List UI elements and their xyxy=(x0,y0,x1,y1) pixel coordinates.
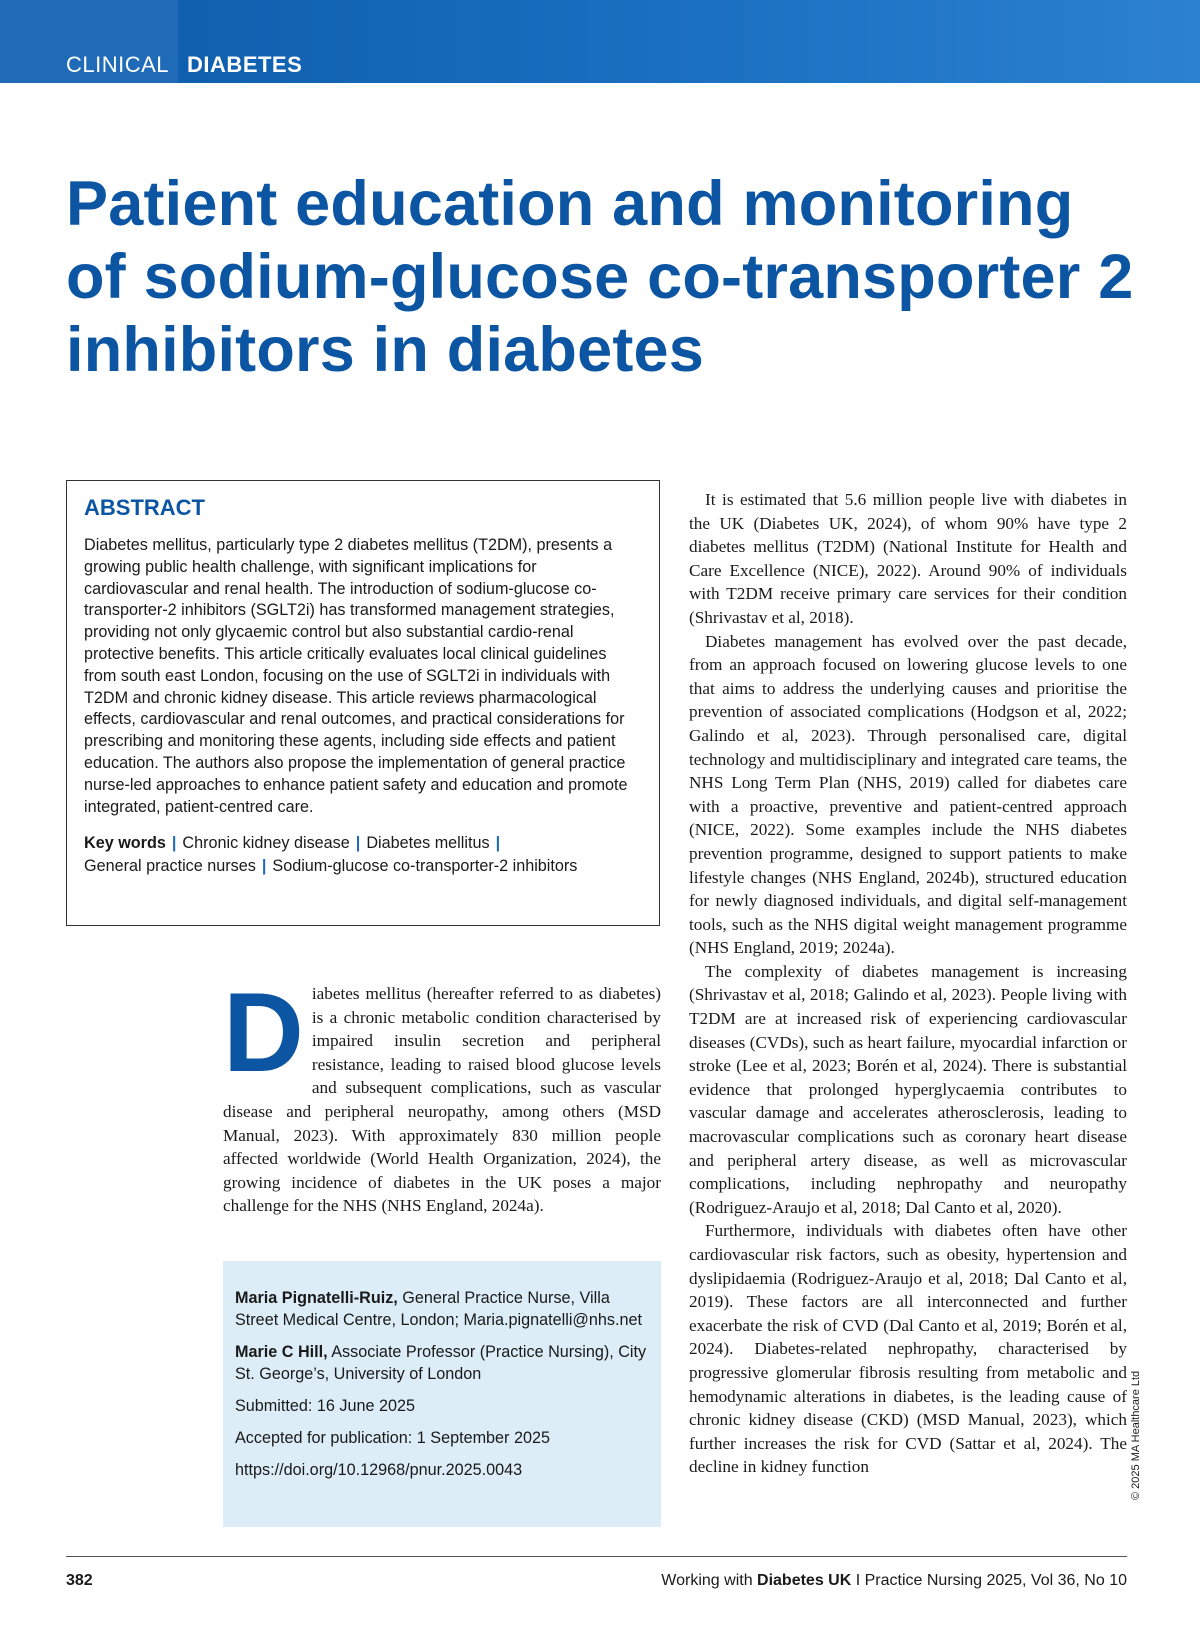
keyword: General practice nurses xyxy=(84,857,256,876)
keywords-label: Key words xyxy=(84,834,166,853)
section-label xyxy=(66,52,302,78)
copyright-notice: © 2025 MA Healthcare Ltd xyxy=(1130,1370,1142,1500)
keyword: Sodium-glucose co-transporter-2 inhibitors xyxy=(272,857,578,876)
author-2 xyxy=(235,1341,649,1385)
author-1-detail: General Practice Nurse, Villa Street Medical Centre, London; Maria.pignatelli@nhs.net xyxy=(235,1289,642,1329)
intro-paragraph xyxy=(223,970,661,1218)
section-name: CLINICAL xyxy=(66,52,170,77)
abstract-heading: ABSTRACT xyxy=(84,495,205,520)
abstract-box xyxy=(66,480,660,926)
body-column xyxy=(689,488,1127,1479)
body-paragraph-4: Furthermore, individuals with diabetes often have other cardiovascular risk factors, such as obesity, hypertension and dyslipidaemia (Rodriguez-Araujo et al, 2018; Dal Canto et al, 2019). These factors are all interconnected and further exacerbate the risk of CVD (Dal Canto et al, 2019; Borén et al, 2024). Diabetes-related nephropathy, characterised by progressive glomerular fibrosis resulting from metabolic and hemodynamic alterations in diabetes, is the leading cause of chronic kidney disease (CKD) (MSD Manual, 2023), which further increases the risk for CVD (Sattar et al, 2024). The decline in kidney function xyxy=(689,1221,1127,1477)
author-2-name: Marie C Hill, xyxy=(235,1343,328,1361)
author-info-box xyxy=(223,1261,661,1527)
doi-link[interactable]: https://doi.org/10.12968/pnur.2025.0043 xyxy=(235,1461,523,1479)
section-topic: DIABETES xyxy=(187,52,303,77)
page-number: 382 xyxy=(66,1572,93,1589)
keywords: Key words | Chronic kidney disease | Diabetes mellitus | General practice nurses | Sodium-glucose co-transporter-2 inhibitors xyxy=(84,834,578,876)
article-title: Patient education and monitoring of sodium-glucose co-transporter 2 inhibitors in diabetes xyxy=(66,169,1134,385)
body-paragraph-2: Diabetes management has evolved over the past decade, from an approach focused on lowering glucose levels to one that aims to address the underlying causes and prioritise the prevention of associated complications (Hodgson et al, 2022; Galindo et al, 2023). Through personalised care, digital technology and multidisciplinary and integrated care teams, the NHS Long Term Plan (NHS, 2019) called for diabetes care with a proactive, preventive and patient-centred approach (NICE, 2022). Some examples include the NHS diabetes prevention programme, designed to support patients to make lifestyle changes (NHS England, 2024b), structured education for newly diagnosed individuals, and digital self-management tools, such as the NHS digital weight management programme (NHS England, 2019; 2024a). xyxy=(689,631,1127,958)
dropcap: D xyxy=(223,970,304,1095)
body-paragraph-3: The complexity of diabetes management is increasing (Shrivastav et al, 2018; Galindo et al, 2023). People living with T2DM are at increased risk of experiencing cardiovascular diseases (CVDs), such as heart failure, myocardial infarction or stroke (Lee et al, 2023; Borén et al, 2024). There is substantial evidence that prolonged hyperglycaemia contributes to vascular damage and accelerates atherosclerosis, leading to macrovascular complications such as coronary heart disease and peripheral artery disease, as well as microvascular complications, including nephropathy and neuropathy (Rodriguez-Araujo et al, 2018; Dal Canto et al, 2020). xyxy=(689,961,1127,1217)
abstract-text: Diabetes mellitus, particularly type 2 diabetes mellitus (T2DM), presents a growing public health challenge, with significant implications for cardiovascular and renal health. The introduction of sodium-glucose co-transporter-2 inhibitors (SGLT2i) has transformed management strategies, providing not only glycaemic control but also substantial cardio-renal protective benefits. This article critically evaluates local clinical guidelines from south east London, focusing on the use of SGLT2i in individuals with T2DM and chronic kidney disease. This article reviews pharmacological effects, cardiovascular and renal outcomes, and practical considerations for prescribing and monitoring these agents, including side effects and patient education. The authors also propose the implementation of general practice nurse-led approaches to enhance patient safety and education and promote integrated, patient-centred care. xyxy=(84,536,628,816)
submitted-date: Submitted: 16 June 2025 xyxy=(235,1397,415,1415)
author-1 xyxy=(235,1287,649,1331)
accepted-date: Accepted for publication: 1 September 2025 xyxy=(235,1429,550,1447)
intro-text: iabetes mellitus (hereafter referred to as diabetes) is a chronic metabolic condition characterised by impaired insulin secretion and peripheral resistance, leading to raised blood glucose levels and subsequent complications, such as vascular disease and peripheral neuropathy, among others (MSD Manual, 2023). With approximately 830 million people affected worldwide (World Health Organization, 2024), the growing incidence of diabetes in the UK poses a major challenge for the NHS (NHS England, 2024a). xyxy=(223,984,661,1216)
journal-brand: Diabetes UK xyxy=(757,1572,852,1589)
journal-citation xyxy=(661,1572,1127,1590)
keyword: Chronic kidney disease xyxy=(182,834,350,853)
journal-details: I Practice Nursing 2025, Vol 36, No 10 xyxy=(851,1572,1127,1589)
author-1-name: Maria Pignatelli-Ruiz, xyxy=(235,1289,398,1307)
journal-prefix: Working with xyxy=(661,1572,758,1589)
author-2-detail: Associate Professor (Practice Nursing), City St. George’s, University of London xyxy=(235,1343,647,1383)
keyword: Diabetes mellitus xyxy=(366,834,490,853)
footer-divider xyxy=(66,1556,1127,1557)
body-paragraph-1: It is estimated that 5.6 million people live with diabetes in the UK (Diabetes UK, 2024), of whom 90% have type 2 diabetes mellitus (T2DM) (National Institute for Health and Care Excellence (NICE), 2022). Around 90% of individuals with T2DM receive primary care services for their condition (Shrivastav et al, 2018). xyxy=(689,490,1127,627)
